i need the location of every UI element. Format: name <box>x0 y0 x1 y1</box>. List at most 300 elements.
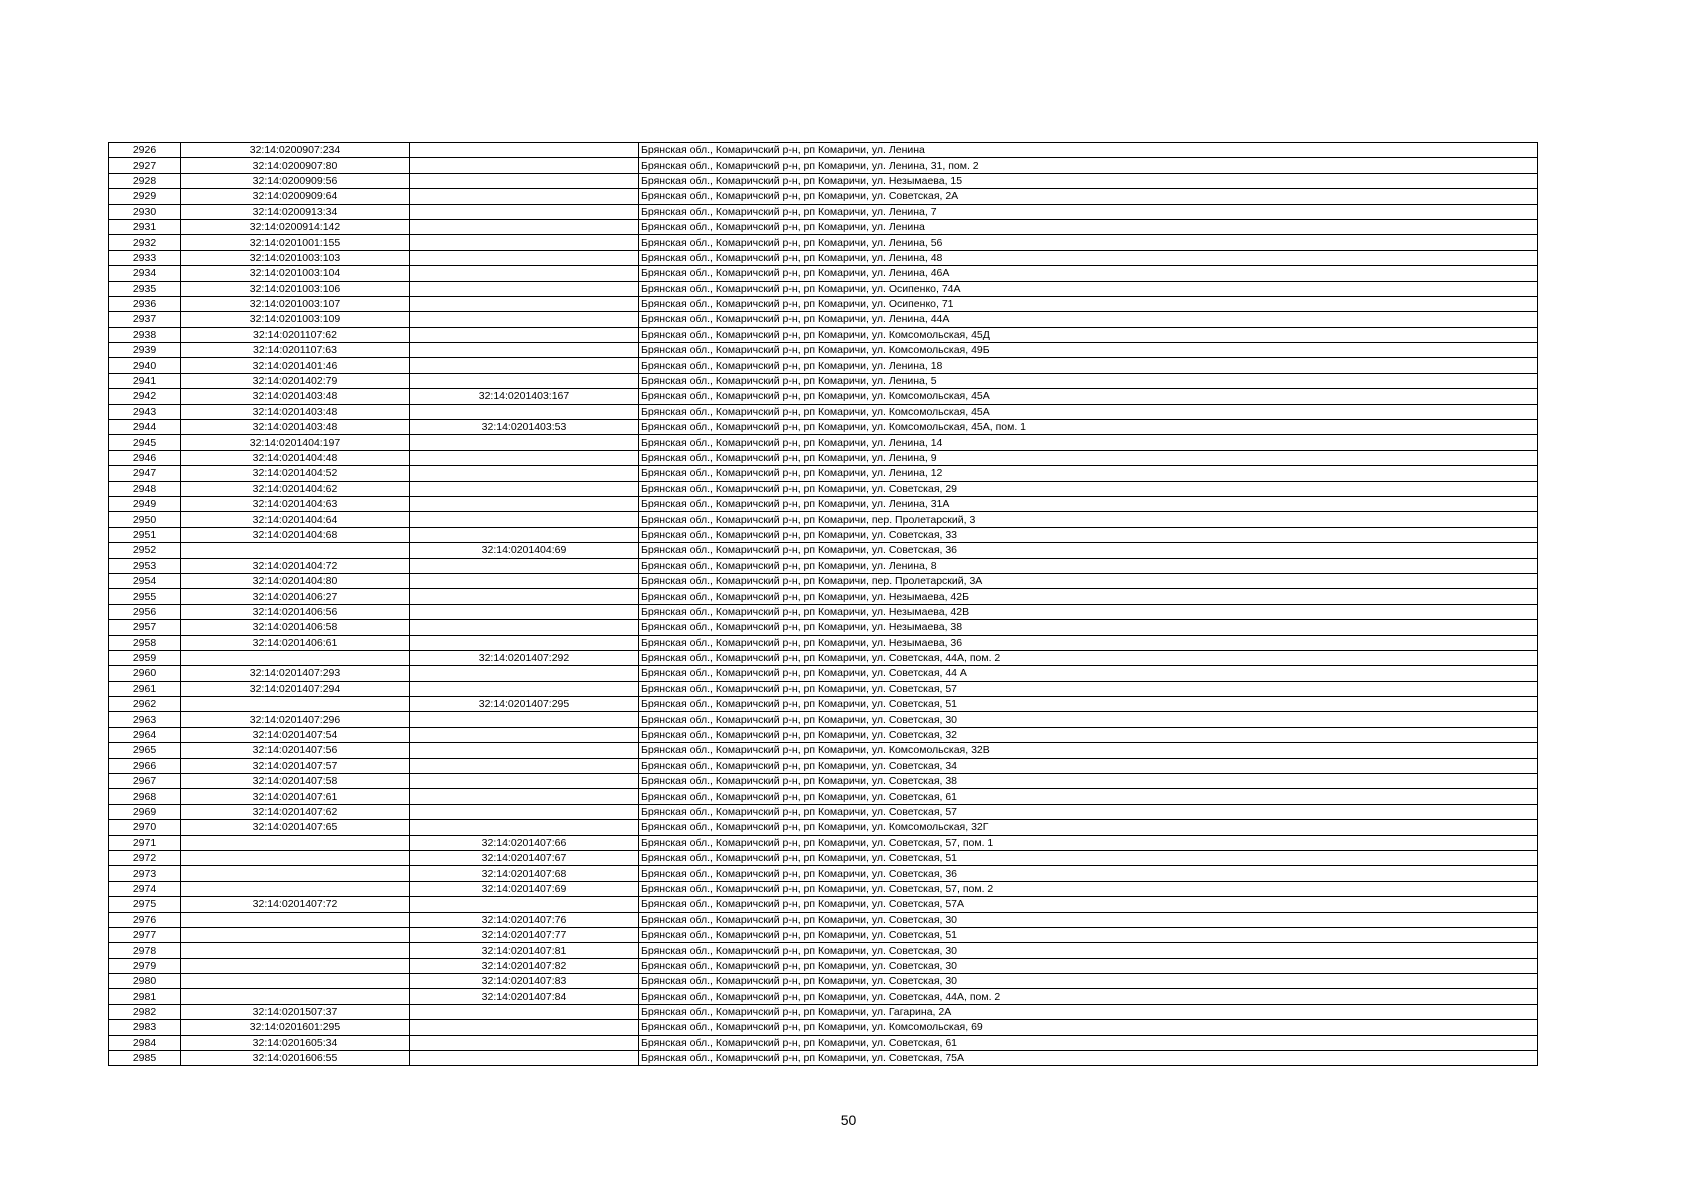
row-number-cell: 2951 <box>109 527 181 542</box>
table-row <box>109 143 1538 158</box>
row-number-cell: 2939 <box>109 343 181 358</box>
row-number-cell: 2980 <box>109 974 181 989</box>
row-number-cell: 2940 <box>109 358 181 373</box>
address-cell: Брянская обл., Комаричский р-н, рп Комаричи, ул. Ленина, 56 <box>639 235 1538 250</box>
cadastral-number-cell: 32:14:0201404:64 <box>181 512 410 527</box>
table-row <box>109 697 1538 712</box>
secondary-cadastral-number-cell: 32:14:0201404:69 <box>410 543 639 558</box>
secondary-cadastral-number-cell <box>410 466 639 481</box>
secondary-cadastral-number-cell <box>410 343 639 358</box>
cadastral-number-cell: 32:14:0201403:48 <box>181 420 410 435</box>
address-cell: Брянская обл., Комаричский р-н, рп Комаричи, ул. Советская, 33 <box>639 527 1538 542</box>
row-number-cell: 2969 <box>109 804 181 819</box>
row-number-cell: 2968 <box>109 789 181 804</box>
address-cell: Брянская обл., Комаричский р-н, рп Комаричи, ул. Советская, 57А <box>639 897 1538 912</box>
cadastral-number-cell: 32:14:0200909:56 <box>181 173 410 188</box>
secondary-cadastral-number-cell <box>410 266 639 281</box>
secondary-cadastral-number-cell <box>410 681 639 696</box>
secondary-cadastral-number-cell <box>410 1035 639 1050</box>
address-cell: Брянская обл., Комаричский р-н, рп Комаричи, ул. Комсомольская, 32Г <box>639 820 1538 835</box>
cadastral-number-cell: 32:14:0201406:61 <box>181 635 410 650</box>
address-cell: Брянская обл., Комаричский р-н, рп Комаричи, ул. Ленина, 8 <box>639 558 1538 573</box>
cadastral-number-cell: 32:14:0201407:296 <box>181 712 410 727</box>
row-number-cell: 2983 <box>109 1020 181 1035</box>
cadastral-number-cell: 32:14:0201601:295 <box>181 1020 410 1035</box>
secondary-cadastral-number-cell: 32:14:0201407:77 <box>410 927 639 942</box>
secondary-cadastral-number-cell: 32:14:0201407:66 <box>410 835 639 850</box>
secondary-cadastral-number-cell <box>410 1020 639 1035</box>
address-cell: Брянская обл., Комаричский р-н, рп Комаричи, ул. Советская, 61 <box>639 789 1538 804</box>
address-cell: Брянская обл., Комаричский р-н, рп Комаричи, ул. Незымаева, 36 <box>639 635 1538 650</box>
row-number-cell: 2937 <box>109 312 181 327</box>
row-number-cell: 2978 <box>109 943 181 958</box>
table-row <box>109 1035 1538 1050</box>
secondary-cadastral-number-cell <box>410 496 639 511</box>
address-cell: Брянская обл., Комаричский р-н, рп Комаричи, пер. Пролетарский, 3 <box>639 512 1538 527</box>
address-cell: Брянская обл., Комаричский р-н, рп Комаричи, ул. Комсомольская, 32В <box>639 743 1538 758</box>
address-cell: Брянская обл., Комаричский р-н, рп Комаричи, ул. Ленина, 46А <box>639 266 1538 281</box>
cadastral-number-cell: 32:14:0201407:65 <box>181 820 410 835</box>
secondary-cadastral-number-cell: 32:14:0201407:83 <box>410 974 639 989</box>
row-number-cell: 2984 <box>109 1035 181 1050</box>
address-cell: Брянская обл., Комаричский р-н, рп Комаричи, ул. Гагарина, 2А <box>639 1004 1538 1019</box>
cadastral-number-cell <box>181 943 410 958</box>
table-row <box>109 758 1538 773</box>
cadastral-number-cell <box>181 543 410 558</box>
table-row <box>109 373 1538 388</box>
secondary-cadastral-number-cell <box>410 897 639 912</box>
cadastral-number-cell: 32:14:0201404:72 <box>181 558 410 573</box>
cadastral-number-cell <box>181 835 410 850</box>
address-cell: Брянская обл., Комаричский р-н, рп Комаричи, ул. Незымаева, 15 <box>639 173 1538 188</box>
secondary-cadastral-number-cell <box>410 296 639 311</box>
secondary-cadastral-number-cell <box>410 143 639 158</box>
secondary-cadastral-number-cell <box>410 573 639 588</box>
table-row <box>109 820 1538 835</box>
address-cell: Брянская обл., Комаричский р-н, рп Комаричи, ул. Советская, 51 <box>639 850 1538 865</box>
table-row <box>109 189 1538 204</box>
row-number-cell: 2952 <box>109 543 181 558</box>
cadastral-number-cell: 32:14:0200914:142 <box>181 219 410 234</box>
secondary-cadastral-number-cell <box>410 250 639 265</box>
table-row <box>109 835 1538 850</box>
row-number-cell: 2982 <box>109 1004 181 1019</box>
table-row <box>109 219 1538 234</box>
row-number-cell: 2958 <box>109 635 181 650</box>
row-number-cell: 2979 <box>109 958 181 973</box>
table-row <box>109 358 1538 373</box>
secondary-cadastral-number-cell <box>410 1004 639 1019</box>
cadastral-number-cell: 32:14:0201403:48 <box>181 389 410 404</box>
secondary-cadastral-number-cell <box>410 527 639 542</box>
cadastral-number-cell <box>181 881 410 896</box>
table-row <box>109 1020 1538 1035</box>
cadastral-number-cell: 32:14:0201402:79 <box>181 373 410 388</box>
table-row <box>109 650 1538 665</box>
row-number-cell: 2933 <box>109 250 181 265</box>
row-number-cell: 2975 <box>109 897 181 912</box>
table-row <box>109 804 1538 819</box>
table-row <box>109 666 1538 681</box>
row-number-cell: 2927 <box>109 158 181 173</box>
row-number-cell: 2967 <box>109 774 181 789</box>
table-row <box>109 943 1538 958</box>
cadastral-number-cell <box>181 927 410 942</box>
row-number-cell: 2961 <box>109 681 181 696</box>
secondary-cadastral-number-cell: 32:14:0201407:76 <box>410 912 639 927</box>
address-cell: Брянская обл., Комаричский р-н, рп Комаричи, ул. Советская, 30 <box>639 943 1538 958</box>
table-row <box>109 204 1538 219</box>
row-number-cell: 2964 <box>109 727 181 742</box>
address-cell: Брянская обл., Комаричский р-н, рп Комаричи, ул. Советская, 44 А <box>639 666 1538 681</box>
table-row <box>109 389 1538 404</box>
cadastral-number-cell: 32:14:0201107:62 <box>181 327 410 342</box>
table-row <box>109 312 1538 327</box>
secondary-cadastral-number-cell: 32:14:0201403:53 <box>410 420 639 435</box>
table-row <box>109 589 1538 604</box>
cadastral-number-cell <box>181 974 410 989</box>
cadastral-number-cell <box>181 958 410 973</box>
cadastral-number-cell <box>181 912 410 927</box>
table-row <box>109 343 1538 358</box>
cadastral-number-cell: 32:14:0201605:34 <box>181 1035 410 1050</box>
cadastral-number-cell: 32:14:0201407:293 <box>181 666 410 681</box>
cadastral-number-cell: 32:14:0201407:72 <box>181 897 410 912</box>
secondary-cadastral-number-cell <box>410 358 639 373</box>
table-row <box>109 635 1538 650</box>
cadastral-number-cell: 32:14:0201407:62 <box>181 804 410 819</box>
table-row <box>109 1051 1538 1066</box>
secondary-cadastral-number-cell <box>410 189 639 204</box>
address-cell: Брянская обл., Комаричский р-н, рп Комаричи, ул. Ленина, 9 <box>639 450 1538 465</box>
row-number-cell: 2926 <box>109 143 181 158</box>
secondary-cadastral-number-cell <box>410 635 639 650</box>
table-row <box>109 989 1538 1004</box>
address-cell: Брянская обл., Комаричский р-н, рп Комаричи, ул. Ленина, 44А <box>639 312 1538 327</box>
cadastral-number-cell <box>181 650 410 665</box>
address-cell: Брянская обл., Комаричский р-н, рп Комаричи, ул. Советская, 75А <box>639 1051 1538 1066</box>
secondary-cadastral-number-cell <box>410 281 639 296</box>
table-row <box>109 466 1538 481</box>
row-number-cell: 2942 <box>109 389 181 404</box>
address-cell: Брянская обл., Комаричский р-н, рп Комаричи, ул. Осипенко, 71 <box>639 296 1538 311</box>
table-row <box>109 912 1538 927</box>
row-number-cell: 2962 <box>109 697 181 712</box>
row-number-cell: 2934 <box>109 266 181 281</box>
cadastral-number-cell: 32:14:0200907:80 <box>181 158 410 173</box>
address-cell: Брянская обл., Комаричский р-н, рп Комаричи, ул. Незымаева, 42Б <box>639 589 1538 604</box>
secondary-cadastral-number-cell <box>410 789 639 804</box>
row-number-cell: 2947 <box>109 466 181 481</box>
cadastral-number-cell: 32:14:0201404:197 <box>181 435 410 450</box>
address-cell: Брянская обл., Комаричский р-н, рп Комаричи, ул. Советская, 61 <box>639 1035 1538 1050</box>
address-cell: Брянская обл., Комаричский р-н, рп Комаричи, ул. Ленина, 18 <box>639 358 1538 373</box>
secondary-cadastral-number-cell: 32:14:0201407:295 <box>410 697 639 712</box>
secondary-cadastral-number-cell <box>410 604 639 619</box>
table-row <box>109 450 1538 465</box>
row-number-cell: 2957 <box>109 620 181 635</box>
address-cell: Брянская обл., Комаричский р-н, рп Комаричи, ул. Ленина, 31А <box>639 496 1538 511</box>
cadastral-number-cell: 32:14:0201404:80 <box>181 573 410 588</box>
table-row <box>109 266 1538 281</box>
row-number-cell: 2943 <box>109 404 181 419</box>
table-row <box>109 420 1538 435</box>
address-cell: Брянская обл., Комаричский р-н, рп Комаричи, ул. Ленина <box>639 143 1538 158</box>
row-number-cell: 2972 <box>109 850 181 865</box>
row-number-cell: 2948 <box>109 481 181 496</box>
cadastral-number-cell: 32:14:0201407:61 <box>181 789 410 804</box>
address-cell: Брянская обл., Комаричский р-н, рп Комаричи, ул. Советская, 30 <box>639 912 1538 927</box>
cadastral-number-cell: 32:14:0201407:58 <box>181 774 410 789</box>
row-number-cell: 2938 <box>109 327 181 342</box>
address-cell: Брянская обл., Комаричский р-н, рп Комаричи, ул. Советская, 32 <box>639 727 1538 742</box>
cadastral-number-cell: 32:14:0201404:68 <box>181 527 410 542</box>
table-row <box>109 481 1538 496</box>
secondary-cadastral-number-cell <box>410 219 639 234</box>
address-cell: Брянская обл., Комаричский р-н, рп Комаричи, ул. Комсомольская, 45А <box>639 404 1538 419</box>
cadastral-number-cell: 32:14:0201507:37 <box>181 1004 410 1019</box>
table-row <box>109 774 1538 789</box>
row-number-cell: 2932 <box>109 235 181 250</box>
table-row <box>109 543 1538 558</box>
row-number-cell: 2929 <box>109 189 181 204</box>
cadastral-number-cell: 32:14:0201406:56 <box>181 604 410 619</box>
row-number-cell: 2953 <box>109 558 181 573</box>
row-number-cell: 2956 <box>109 604 181 619</box>
table-row <box>109 512 1538 527</box>
secondary-cadastral-number-cell <box>410 327 639 342</box>
secondary-cadastral-number-cell <box>410 158 639 173</box>
table-row <box>109 727 1538 742</box>
cadastral-number-cell: 32:14:0200913:34 <box>181 204 410 219</box>
table-row <box>109 620 1538 635</box>
address-cell: Брянская обл., Комаричский р-н, рп Комаричи, ул. Ленина, 7 <box>639 204 1538 219</box>
row-number-cell: 2966 <box>109 758 181 773</box>
records-table <box>108 142 1538 1066</box>
row-number-cell: 2977 <box>109 927 181 942</box>
address-cell: Брянская обл., Комаричский р-н, рп Комаричи, ул. Советская, 38 <box>639 774 1538 789</box>
address-cell: Брянская обл., Комаричский р-н, рп Комаричи, ул. Советская, 2А <box>639 189 1538 204</box>
table-row <box>109 604 1538 619</box>
secondary-cadastral-number-cell <box>410 620 639 635</box>
table-row <box>109 435 1538 450</box>
address-cell: Брянская обл., Комаричский р-н, рп Комаричи, ул. Незымаева, 42В <box>639 604 1538 619</box>
address-cell: Брянская обл., Комаричский р-н, рп Комаричи, ул. Советская, 51 <box>639 697 1538 712</box>
table-row <box>109 158 1538 173</box>
table-row <box>109 974 1538 989</box>
address-cell: Брянская обл., Комаричский р-н, рп Комаричи, ул. Ленина, 31, пом. 2 <box>639 158 1538 173</box>
row-number-cell: 2974 <box>109 881 181 896</box>
secondary-cadastral-number-cell <box>410 758 639 773</box>
address-cell: Брянская обл., Комаричский р-н, рп Комаричи, ул. Комсомольская, 45А, пом. 1 <box>639 420 1538 435</box>
cadastral-number-cell: 32:14:0201407:54 <box>181 727 410 742</box>
cadastral-number-cell: 32:14:0201404:48 <box>181 450 410 465</box>
cadastral-number-cell: 32:14:0201003:106 <box>181 281 410 296</box>
address-cell: Брянская обл., Комаричский р-н, рп Комаричи, ул. Советская, 44А, пом. 2 <box>639 650 1538 665</box>
table-row <box>109 850 1538 865</box>
table-row <box>109 327 1538 342</box>
secondary-cadastral-number-cell <box>410 450 639 465</box>
table-row <box>109 404 1538 419</box>
table-row <box>109 866 1538 881</box>
row-number-cell: 2971 <box>109 835 181 850</box>
secondary-cadastral-number-cell: 32:14:0201407:82 <box>410 958 639 973</box>
secondary-cadastral-number-cell <box>410 204 639 219</box>
table-row <box>109 173 1538 188</box>
records-table-body <box>109 143 1538 1066</box>
address-cell: Брянская обл., Комаричский р-н, рп Комаричи, ул. Советская, 57, пом. 1 <box>639 835 1538 850</box>
address-cell: Брянская обл., Комаричский р-н, рп Комаричи, ул. Советская, 57 <box>639 681 1538 696</box>
secondary-cadastral-number-cell: 32:14:0201407:292 <box>410 650 639 665</box>
secondary-cadastral-number-cell <box>410 727 639 742</box>
row-number-cell: 2973 <box>109 866 181 881</box>
cadastral-number-cell: 32:14:0201003:104 <box>181 266 410 281</box>
address-cell: Брянская обл., Комаричский р-н, рп Комаричи, ул. Советская, 51 <box>639 927 1538 942</box>
address-cell: Брянская обл., Комаричский р-н, рп Комаричи, ул. Ленина <box>639 219 1538 234</box>
secondary-cadastral-number-cell <box>410 774 639 789</box>
cadastral-number-cell: 32:14:0201407:57 <box>181 758 410 773</box>
secondary-cadastral-number-cell <box>410 558 639 573</box>
secondary-cadastral-number-cell <box>410 235 639 250</box>
row-number-cell: 2945 <box>109 435 181 450</box>
table-row <box>109 296 1538 311</box>
address-cell: Брянская обл., Комаричский р-н, рп Комаричи, ул. Ленина, 48 <box>639 250 1538 265</box>
row-number-cell: 2976 <box>109 912 181 927</box>
address-cell: Брянская обл., Комаричский р-н, рп Комаричи, ул. Советская, 57, пом. 2 <box>639 881 1538 896</box>
secondary-cadastral-number-cell <box>410 1051 639 1066</box>
secondary-cadastral-number-cell <box>410 820 639 835</box>
cadastral-number-cell <box>181 697 410 712</box>
cadastral-number-cell: 32:14:0201003:103 <box>181 250 410 265</box>
row-number-cell: 2963 <box>109 712 181 727</box>
table-row <box>109 573 1538 588</box>
address-cell: Брянская обл., Комаричский р-н, рп Комаричи, ул. Комсомольская, 69 <box>639 1020 1538 1035</box>
cadastral-number-cell: 32:14:0200907:234 <box>181 143 410 158</box>
cadastral-number-cell <box>181 850 410 865</box>
secondary-cadastral-number-cell <box>410 804 639 819</box>
cadastral-number-cell: 32:14:0201107:63 <box>181 343 410 358</box>
secondary-cadastral-number-cell <box>410 712 639 727</box>
cadastral-number-cell: 32:14:0200909:64 <box>181 189 410 204</box>
secondary-cadastral-number-cell <box>410 512 639 527</box>
cadastral-number-cell: 32:14:0201001:155 <box>181 235 410 250</box>
address-cell: Брянская обл., Комаричский р-н, рп Комаричи, ул. Советская, 30 <box>639 974 1538 989</box>
table-row <box>109 743 1538 758</box>
row-number-cell: 2931 <box>109 219 181 234</box>
address-cell: Брянская обл., Комаричский р-н, рп Комаричи, ул. Советская, 30 <box>639 712 1538 727</box>
address-cell: Брянская обл., Комаричский р-н, рп Комаричи, ул. Советская, 29 <box>639 481 1538 496</box>
secondary-cadastral-number-cell <box>410 404 639 419</box>
table-row <box>109 712 1538 727</box>
cadastral-number-cell <box>181 989 410 1004</box>
row-number-cell: 2981 <box>109 989 181 1004</box>
secondary-cadastral-number-cell: 32:14:0201407:68 <box>410 866 639 881</box>
row-number-cell: 2944 <box>109 420 181 435</box>
row-number-cell: 2954 <box>109 573 181 588</box>
secondary-cadastral-number-cell: 32:14:0201403:167 <box>410 389 639 404</box>
table-row <box>109 958 1538 973</box>
row-number-cell: 2941 <box>109 373 181 388</box>
address-cell: Брянская обл., Комаричский р-н, рп Комаричи, ул. Незымаева, 38 <box>639 620 1538 635</box>
cadastral-number-cell: 32:14:0201003:109 <box>181 312 410 327</box>
table-row <box>109 558 1538 573</box>
secondary-cadastral-number-cell <box>410 435 639 450</box>
row-number-cell: 2970 <box>109 820 181 835</box>
address-cell: Брянская обл., Комаричский р-н, рп Комаричи, ул. Ленина, 12 <box>639 466 1538 481</box>
table-row <box>109 1004 1538 1019</box>
address-cell: Брянская обл., Комаричский р-н, рп Комаричи, пер. Пролетарский, 3А <box>639 573 1538 588</box>
secondary-cadastral-number-cell: 32:14:0201407:81 <box>410 943 639 958</box>
cadastral-number-cell: 32:14:0201404:62 <box>181 481 410 496</box>
secondary-cadastral-number-cell <box>410 312 639 327</box>
secondary-cadastral-number-cell: 32:14:0201407:67 <box>410 850 639 865</box>
cadastral-number-cell: 32:14:0201407:294 <box>181 681 410 696</box>
row-number-cell: 2949 <box>109 496 181 511</box>
secondary-cadastral-number-cell <box>410 373 639 388</box>
row-number-cell: 2950 <box>109 512 181 527</box>
row-number-cell: 2959 <box>109 650 181 665</box>
row-number-cell: 2930 <box>109 204 181 219</box>
page-number: 50 <box>840 1112 857 1128</box>
address-cell: Брянская обл., Комаричский р-н, рп Комаричи, ул. Ленина, 5 <box>639 373 1538 388</box>
secondary-cadastral-number-cell: 32:14:0201407:69 <box>410 881 639 896</box>
cadastral-number-cell: 32:14:0201003:107 <box>181 296 410 311</box>
cadastral-number-cell: 32:14:0201606:55 <box>181 1051 410 1066</box>
table-row <box>109 681 1538 696</box>
table-row <box>109 281 1538 296</box>
row-number-cell: 2936 <box>109 296 181 311</box>
address-cell: Брянская обл., Комаричский р-н, рп Комаричи, ул. Осипенко, 74А <box>639 281 1538 296</box>
secondary-cadastral-number-cell: 32:14:0201407:84 <box>410 989 639 1004</box>
table-row <box>109 496 1538 511</box>
table-row <box>109 897 1538 912</box>
row-number-cell: 2946 <box>109 450 181 465</box>
row-number-cell: 2935 <box>109 281 181 296</box>
secondary-cadastral-number-cell <box>410 481 639 496</box>
cadastral-number-cell: 32:14:0201407:56 <box>181 743 410 758</box>
table-row <box>109 250 1538 265</box>
cadastral-number-cell: 32:14:0201406:27 <box>181 589 410 604</box>
row-number-cell: 2985 <box>109 1051 181 1066</box>
address-cell: Брянская обл., Комаричский р-н, рп Комаричи, ул. Советская, 57 <box>639 804 1538 819</box>
address-cell: Брянская обл., Комаричский р-н, рп Комаричи, ул. Комсомольская, 49Б <box>639 343 1538 358</box>
address-cell: Брянская обл., Комаричский р-н, рп Комаричи, ул. Ленина, 14 <box>639 435 1538 450</box>
secondary-cadastral-number-cell <box>410 666 639 681</box>
cadastral-number-cell: 32:14:0201401:46 <box>181 358 410 373</box>
secondary-cadastral-number-cell <box>410 589 639 604</box>
cadastral-number-cell: 32:14:0201404:52 <box>181 466 410 481</box>
table-row <box>109 235 1538 250</box>
address-cell: Брянская обл., Комаричский р-н, рп Комаричи, ул. Советская, 44А, пом. 2 <box>639 989 1538 1004</box>
row-number-cell: 2955 <box>109 589 181 604</box>
cadastral-number-cell: 32:14:0201404:63 <box>181 496 410 511</box>
table-row <box>109 881 1538 896</box>
table-row <box>109 927 1538 942</box>
cadastral-number-cell: 32:14:0201403:48 <box>181 404 410 419</box>
table-row <box>109 527 1538 542</box>
address-cell: Брянская обл., Комаричский р-н, рп Комаричи, ул. Комсомольская, 45А <box>639 389 1538 404</box>
table-row <box>109 789 1538 804</box>
row-number-cell: 2928 <box>109 173 181 188</box>
cadastral-number-cell: 32:14:0201406:58 <box>181 620 410 635</box>
secondary-cadastral-number-cell <box>410 743 639 758</box>
address-cell: Брянская обл., Комаричский р-н, рп Комаричи, ул. Советская, 30 <box>639 958 1538 973</box>
cadastral-number-cell <box>181 866 410 881</box>
address-cell: Брянская обл., Комаричский р-н, рп Комаричи, ул. Комсомольская, 45Д <box>639 327 1538 342</box>
row-number-cell: 2960 <box>109 666 181 681</box>
secondary-cadastral-number-cell <box>410 173 639 188</box>
address-cell: Брянская обл., Комаричский р-н, рп Комаричи, ул. Советская, 34 <box>639 758 1538 773</box>
